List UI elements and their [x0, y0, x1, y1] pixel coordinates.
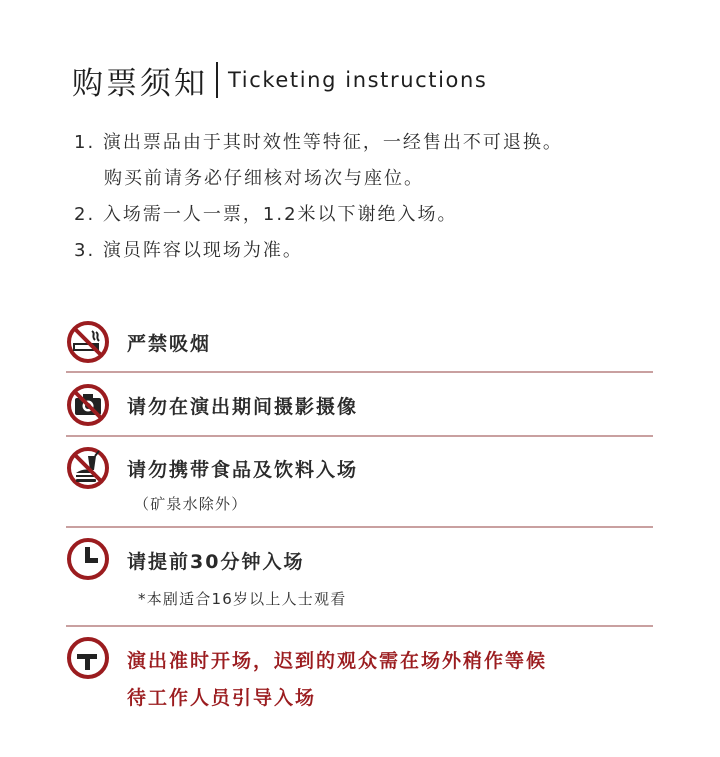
- note-item-1: 1. 演出票品由于其时效性等特征，一经售出不可退换。: [74, 132, 563, 153]
- no-camera-icon: [66, 383, 110, 427]
- separator-4: [66, 625, 653, 627]
- rule-no-food-note: （矿泉水除外）: [134, 495, 248, 513]
- rule-no-food-label: 请勿携带食品及饮料入场: [127, 459, 359, 481]
- rule-no-smoking: [66, 320, 653, 364]
- page-title-cn: 购票须知: [72, 65, 208, 102]
- no-smoking-icon: [66, 320, 110, 364]
- note-item-1-continued: 购买前请务必仔细核对场次与座位。: [104, 168, 424, 189]
- note-item-3: 3. 演员阵容以现场为准。: [74, 240, 303, 261]
- page-title-en: Ticketing instructions: [228, 68, 488, 92]
- rule-arrive-early: [66, 537, 653, 613]
- clock-on-time-icon: [66, 636, 110, 680]
- note-item-2: 2. 入场需一人一票，1.2米以下谢绝入场。: [74, 204, 458, 225]
- rule-age-note: *本剧适合16岁以上人士观看: [138, 590, 347, 608]
- rule-arrive-early-label: 请提前30分钟入场: [127, 551, 305, 573]
- separator-1: [66, 371, 653, 373]
- page-header: [72, 60, 487, 100]
- notes-list: [74, 125, 674, 269]
- rule-late-entry: [66, 636, 653, 716]
- separator-2: [66, 435, 653, 437]
- separator-3: [66, 526, 653, 528]
- clock-icon: [66, 537, 110, 581]
- rule-late-entry-line-2: 待工作人员引导入场: [127, 687, 317, 709]
- title-divider: [216, 62, 218, 98]
- no-food-drink-icon: [66, 446, 110, 490]
- rule-no-food: [66, 446, 653, 520]
- rule-no-photo: [66, 383, 653, 427]
- rule-no-photo-label: 请勿在演出期间摄影摄像: [127, 396, 359, 418]
- rule-no-smoking-label: 严禁吸烟: [127, 333, 212, 355]
- rule-late-entry-line-1: 演出准时开场，迟到的观众需在场外稍作等候: [127, 650, 548, 672]
